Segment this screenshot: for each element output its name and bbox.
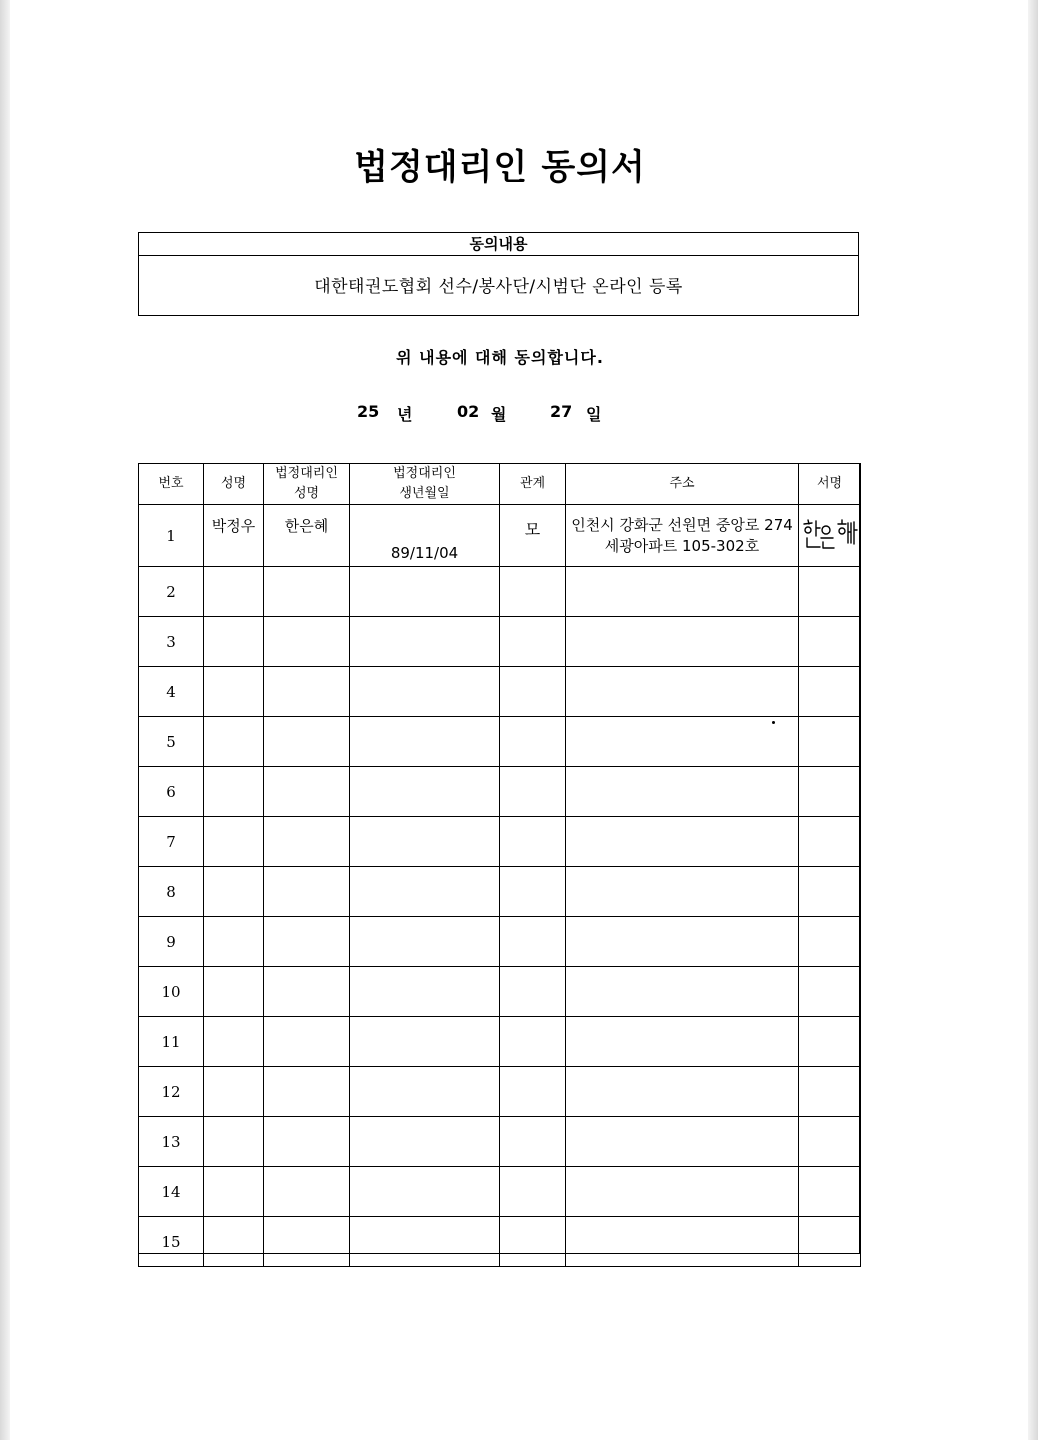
date-month: 02 bbox=[457, 402, 480, 421]
row-number: 1 bbox=[139, 505, 204, 567]
row-signature bbox=[799, 1067, 861, 1117]
row-signature bbox=[799, 667, 861, 717]
row-name: 박정우 bbox=[204, 505, 264, 567]
header-guardian-birth-line1: 법정대리인 bbox=[393, 466, 456, 481]
row-relation: 모 bbox=[500, 505, 566, 567]
row-guardian-birth: 89/11/04 bbox=[350, 505, 500, 567]
header-relation: 관계 bbox=[500, 464, 566, 505]
row-guardian-name bbox=[264, 1117, 350, 1167]
row-number: 10 bbox=[139, 967, 204, 1017]
row-relation bbox=[500, 567, 566, 617]
row-name bbox=[204, 867, 264, 917]
row-guardian-name bbox=[264, 767, 350, 817]
row-address bbox=[566, 1167, 799, 1217]
page-edge-left bbox=[0, 0, 10, 1440]
row-address bbox=[566, 505, 799, 567]
row-guardian-birth bbox=[350, 717, 500, 767]
date-day: 27 bbox=[550, 402, 573, 421]
signature-text: 한은혜 bbox=[800, 554, 804, 556]
row-address-line2: 세광아파트 105-302호 bbox=[604, 536, 760, 555]
row-number: 4 bbox=[139, 667, 204, 717]
row-address bbox=[566, 1217, 799, 1267]
row-relation bbox=[500, 1067, 566, 1117]
table-row bbox=[139, 1117, 861, 1167]
row-signature bbox=[799, 867, 861, 917]
row-number: 9 bbox=[139, 917, 204, 967]
row-guardian-name: 한은혜 bbox=[264, 505, 350, 567]
row-address bbox=[566, 867, 799, 917]
row-signature bbox=[799, 717, 861, 767]
row-guardian-birth bbox=[350, 667, 500, 717]
row-relation bbox=[500, 1117, 566, 1167]
stray-mark bbox=[772, 721, 775, 724]
row-address bbox=[566, 817, 799, 867]
row-number: 8 bbox=[139, 867, 204, 917]
table-row bbox=[139, 967, 861, 1017]
row-number: 12 bbox=[139, 1067, 204, 1117]
consent-box bbox=[138, 232, 859, 316]
consent-content: 대한태권도협회 선수/봉사단/시범단 온라인 등록 bbox=[314, 277, 683, 297]
row-name bbox=[204, 1067, 264, 1117]
row-signature bbox=[799, 917, 861, 967]
row-number: 2 bbox=[139, 567, 204, 617]
row-number: 3 bbox=[139, 617, 204, 667]
table-row bbox=[139, 567, 861, 617]
row-signature bbox=[799, 567, 861, 617]
table-row bbox=[139, 1217, 861, 1267]
row-relation bbox=[500, 1217, 566, 1267]
row-relation bbox=[500, 817, 566, 867]
header-signature: 서명 bbox=[799, 464, 861, 505]
row-guardian-birth bbox=[350, 1017, 500, 1067]
row-number: 6 bbox=[139, 767, 204, 817]
table-row bbox=[139, 617, 861, 667]
row-guardian-birth bbox=[350, 1167, 500, 1217]
date-month-label: 월 bbox=[491, 405, 507, 424]
header-guardian-name-line2: 성명 bbox=[293, 486, 320, 501]
header-number: 번호 bbox=[139, 464, 204, 505]
row-relation bbox=[500, 667, 566, 717]
row-relation bbox=[500, 617, 566, 667]
row-guardian-birth bbox=[350, 1067, 500, 1117]
registration-table bbox=[138, 463, 861, 1267]
row-name bbox=[204, 1217, 264, 1267]
row-address bbox=[566, 967, 799, 1017]
row-number: 7 bbox=[139, 817, 204, 867]
row-name bbox=[204, 1017, 264, 1067]
row-relation bbox=[500, 917, 566, 967]
table-row bbox=[139, 917, 861, 967]
handwritten-signature bbox=[801, 516, 859, 556]
row-guardian-birth bbox=[350, 617, 500, 667]
row-guardian-name bbox=[264, 1217, 350, 1267]
row-guardian-name bbox=[264, 1167, 350, 1217]
header-guardian-name bbox=[264, 464, 350, 505]
row-signature bbox=[799, 505, 861, 567]
table-header-row bbox=[139, 464, 861, 505]
row-address bbox=[566, 767, 799, 817]
header-address: 주소 bbox=[566, 464, 799, 505]
row-number: 15 bbox=[139, 1217, 204, 1267]
table-row bbox=[139, 1017, 861, 1067]
row-name bbox=[204, 717, 264, 767]
row-address bbox=[566, 917, 799, 967]
row-guardian-name bbox=[264, 617, 350, 667]
row-relation bbox=[500, 967, 566, 1017]
row-guardian-name bbox=[264, 667, 350, 717]
table-row bbox=[139, 667, 861, 717]
row-relation bbox=[500, 1017, 566, 1067]
row-guardian-name bbox=[264, 817, 350, 867]
row-guardian-birth bbox=[350, 917, 500, 967]
row-address bbox=[566, 717, 799, 767]
row-address-line1: 인천시 강화군 선원면 중앙로 274 bbox=[571, 515, 793, 534]
page-edge-right bbox=[1028, 0, 1038, 1440]
row-relation bbox=[500, 767, 566, 817]
row-guardian-name bbox=[264, 967, 350, 1017]
row-address bbox=[566, 667, 799, 717]
row-name bbox=[204, 967, 264, 1017]
row-relation bbox=[500, 1167, 566, 1217]
row-number: 14 bbox=[139, 1167, 204, 1217]
row-address bbox=[566, 1067, 799, 1117]
row-number: 11 bbox=[139, 1017, 204, 1067]
row-signature bbox=[799, 1017, 861, 1067]
table-row bbox=[139, 767, 861, 817]
table-row bbox=[139, 1167, 861, 1217]
row-name bbox=[204, 567, 264, 617]
table-row bbox=[139, 867, 861, 917]
table-row bbox=[139, 817, 861, 867]
table-row bbox=[139, 717, 861, 767]
row-guardian-name bbox=[264, 567, 350, 617]
row-relation bbox=[500, 717, 566, 767]
document-title: 법정대리인 동의서 bbox=[354, 148, 646, 188]
agreement-text: 위 내용에 대해 동의합니다. bbox=[396, 348, 604, 367]
row-address bbox=[566, 1117, 799, 1167]
table-row bbox=[139, 1067, 861, 1117]
row-name bbox=[204, 1117, 264, 1167]
date-year: 25 bbox=[357, 402, 380, 421]
row-guardian-birth bbox=[350, 817, 500, 867]
row-number: 5 bbox=[139, 717, 204, 767]
header-guardian-name-line1: 법정대리인 bbox=[275, 466, 338, 481]
row-name bbox=[204, 917, 264, 967]
row-name bbox=[204, 817, 264, 867]
row-relation bbox=[500, 867, 566, 917]
row-guardian-name bbox=[264, 1017, 350, 1067]
row-signature bbox=[799, 1117, 861, 1167]
row-guardian-name bbox=[264, 867, 350, 917]
row-guardian-name bbox=[264, 1067, 350, 1117]
row-guardian-birth bbox=[350, 567, 500, 617]
row-guardian-birth bbox=[350, 767, 500, 817]
header-guardian-birth-line2: 생년월일 bbox=[399, 486, 450, 501]
date-day-label: 일 bbox=[586, 405, 602, 424]
header-guardian-birth bbox=[350, 464, 500, 505]
row-number: 13 bbox=[139, 1117, 204, 1167]
date-year-label: 년 bbox=[397, 405, 413, 424]
row-address bbox=[566, 1017, 799, 1067]
table-row bbox=[139, 505, 861, 567]
row-signature bbox=[799, 1167, 861, 1217]
row-signature bbox=[799, 1217, 861, 1267]
row-name bbox=[204, 667, 264, 717]
row-signature bbox=[799, 967, 861, 1017]
row-signature bbox=[799, 817, 861, 867]
row-address bbox=[566, 617, 799, 667]
row-guardian-name bbox=[264, 917, 350, 967]
row-name bbox=[204, 767, 264, 817]
row-guardian-birth bbox=[350, 1217, 500, 1267]
row-guardian-birth bbox=[350, 867, 500, 917]
row-address bbox=[566, 567, 799, 617]
row-guardian-birth bbox=[350, 1117, 500, 1167]
row-guardian-birth bbox=[350, 967, 500, 1017]
row-signature bbox=[799, 767, 861, 817]
row-name bbox=[204, 617, 264, 667]
consent-header: 동의내용 bbox=[139, 233, 858, 256]
row-signature bbox=[799, 617, 861, 667]
row-guardian-name bbox=[264, 717, 350, 767]
header-name: 성명 bbox=[204, 464, 264, 505]
row-name bbox=[204, 1167, 264, 1217]
